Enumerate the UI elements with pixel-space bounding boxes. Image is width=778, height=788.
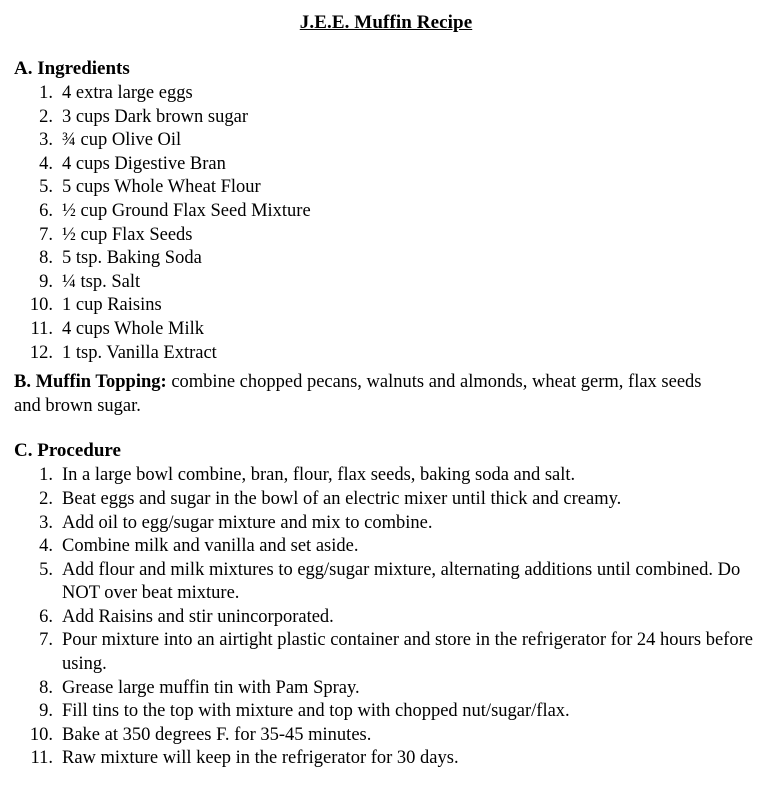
list-item bbox=[14, 271, 758, 295]
topping-text: combine chopped pecans, walnuts and almonds, wheat germ, flax seeds and brown sugar. bbox=[14, 372, 702, 416]
list-item-number: 6. bbox=[39, 200, 53, 221]
list-item bbox=[14, 559, 758, 606]
list-item-number: 3. bbox=[39, 512, 53, 533]
list-item bbox=[14, 512, 758, 536]
list-item-label: ½ cup Flax Seeds bbox=[62, 224, 193, 245]
list-item-number: 9. bbox=[39, 701, 53, 722]
list-item-number: 6. bbox=[39, 606, 53, 627]
list-item-number: 5. bbox=[39, 559, 53, 580]
list-item-label: 4 extra large eggs bbox=[62, 83, 193, 103]
list-item-label: 1 cup Raisins bbox=[62, 295, 162, 316]
list-item-number: 4. bbox=[39, 153, 53, 174]
list-item bbox=[14, 747, 758, 771]
list-item-label: 3 cups Dark brown sugar bbox=[62, 106, 248, 127]
list-item-number: 1. bbox=[39, 465, 53, 486]
list-item-number: 1. bbox=[39, 83, 53, 103]
list-item-number: 10. bbox=[29, 295, 53, 316]
list-item-label: Combine milk and vanilla and set aside. bbox=[62, 536, 359, 557]
list-item bbox=[14, 724, 758, 748]
list-item-label: 5 cups Whole Wheat Flour bbox=[62, 177, 261, 198]
list-item-label: Add oil to egg/sugar mixture and mix to combine. bbox=[62, 512, 433, 533]
list-item-label: Grease large muffin tin with Pam Spray. bbox=[62, 677, 360, 698]
list-item bbox=[14, 106, 758, 130]
ingredients-heading: A. Ingredients bbox=[14, 58, 130, 79]
list-item-label: ¾ cup Olive Oil bbox=[62, 130, 182, 151]
list-item-number: 7. bbox=[39, 630, 53, 651]
list-item-label: ½ cup Ground Flax Seed Mixture bbox=[62, 200, 311, 221]
procedure-list bbox=[14, 464, 758, 771]
list-item-number: 2. bbox=[39, 106, 53, 127]
list-item bbox=[14, 129, 758, 153]
list-item-number: 3. bbox=[39, 130, 53, 151]
list-item-number: 12. bbox=[29, 342, 53, 363]
list-item-number: 11. bbox=[30, 318, 53, 339]
ingredients-list bbox=[14, 82, 758, 365]
muffin-topping-paragraph bbox=[14, 371, 730, 418]
procedure-heading: C. Procedure bbox=[14, 440, 121, 462]
list-item bbox=[14, 153, 758, 177]
list-item-label: 1 tsp. Vanilla Extract bbox=[62, 342, 217, 363]
list-item-number: 8. bbox=[39, 248, 53, 269]
list-item bbox=[14, 488, 758, 512]
list-item-number: 5. bbox=[39, 177, 53, 198]
list-item-label: Beat eggs and sugar in the bowl of an electric mixer until thick and creamy. bbox=[62, 488, 622, 509]
list-item-label: Fill tins to the top with mixture and top with chopped nut/sugar/flax. bbox=[62, 701, 570, 722]
list-item-number: 10. bbox=[29, 724, 53, 745]
list-item-label: Bake at 350 degrees F. for 35-45 minutes. bbox=[62, 724, 372, 745]
list-item bbox=[14, 200, 758, 224]
list-item bbox=[14, 606, 758, 630]
list-item bbox=[14, 342, 758, 366]
list-item-label: 5 tsp. Baking Soda bbox=[62, 248, 202, 269]
list-item bbox=[14, 677, 758, 701]
list-item-label: 4 cups Digestive Bran bbox=[62, 153, 226, 174]
list-item bbox=[14, 224, 758, 248]
list-item bbox=[14, 318, 758, 342]
list-item-number: 11. bbox=[30, 748, 53, 769]
list-item-label: Raw mixture will keep in the refrigerator for 30 days. bbox=[62, 748, 459, 769]
list-item bbox=[14, 176, 758, 200]
list-item-label: ¼ tsp. Salt bbox=[62, 271, 141, 292]
list-item-number: 7. bbox=[39, 224, 53, 245]
list-item-number: 4. bbox=[39, 536, 53, 557]
topping-heading: B. Muffin Topping: bbox=[14, 372, 167, 393]
list-item-number: 9. bbox=[39, 271, 53, 292]
list-item bbox=[14, 294, 758, 318]
list-item-label: Add Raisins and stir unincorporated. bbox=[62, 606, 334, 627]
list-item-number: 2. bbox=[39, 488, 53, 509]
list-item bbox=[14, 82, 758, 106]
list-item bbox=[14, 700, 758, 724]
list-item-label: Add flour and milk mixtures to egg/sugar mixture, alternating additions until combined. Do NOT over beat mixture. bbox=[62, 559, 741, 604]
list-item-label: 4 cups Whole Milk bbox=[62, 318, 204, 339]
list-item bbox=[14, 535, 758, 559]
page-title: J.E.E. Muffin Recipe bbox=[299, 12, 473, 33]
list-item-number: 8. bbox=[39, 677, 53, 698]
list-item bbox=[14, 464, 758, 488]
list-item-label: In a large bowl combine, bran, flour, flax seeds, baking soda and salt. bbox=[62, 465, 576, 486]
list-item bbox=[14, 247, 758, 271]
list-item-label: Pour mixture into an airtight plastic container and store in the refrigerator for 24 hours before using. bbox=[62, 630, 753, 675]
list-item bbox=[14, 629, 758, 676]
